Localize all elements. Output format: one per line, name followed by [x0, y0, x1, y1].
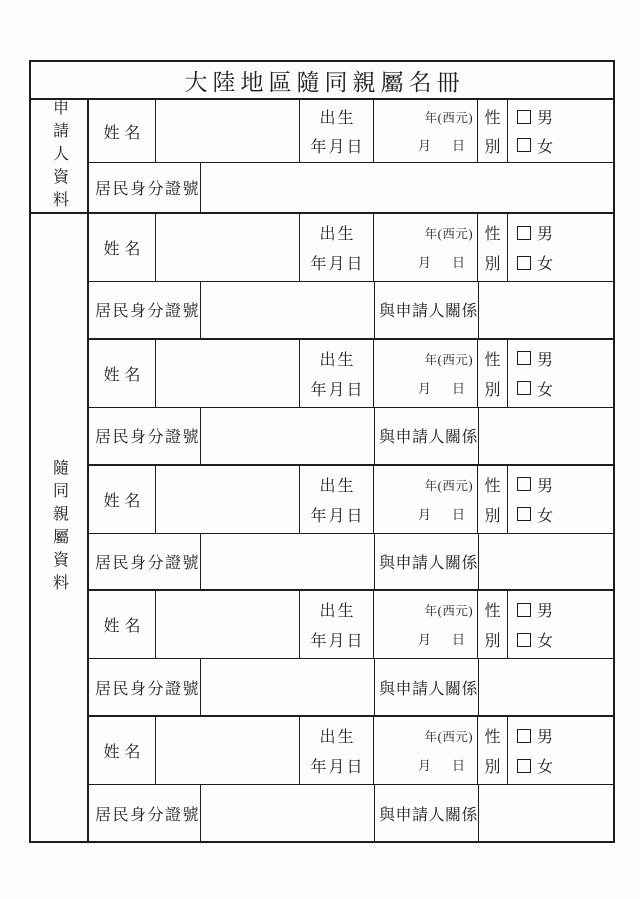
- month-group: [408, 629, 431, 648]
- male-option[interactable]: [517, 473, 613, 496]
- birth-month-day-line: [374, 629, 477, 648]
- relative-birth-date-input-cell[interactable]: [374, 466, 478, 533]
- gender-label-cell: [478, 340, 508, 407]
- relative-id-row: [89, 534, 613, 590]
- name-label-cell: 姓名: [89, 466, 156, 533]
- day-group: [442, 504, 465, 523]
- relative-block: [89, 214, 613, 340]
- relative-birth-month-input[interactable]: [408, 760, 418, 770]
- male-checkbox[interactable]: [517, 603, 531, 617]
- birth-label-bottom: 年月日: [310, 138, 365, 156]
- female-option[interactable]: [517, 377, 613, 400]
- birth-date-label-cell: [300, 466, 374, 533]
- applicant-birth-month-input[interactable]: [408, 140, 418, 150]
- birth-month-day-line: [374, 504, 477, 523]
- id-number-label-cell: 居民身分證號: [89, 282, 201, 338]
- relative-birth-date-input-cell[interactable]: [374, 717, 478, 784]
- birth-date-label-cell: [300, 591, 374, 658]
- id-number-label-cell: 居民身分證號: [89, 659, 201, 715]
- relative-birth-year-input[interactable]: [415, 731, 425, 741]
- male-label: 男: [537, 477, 554, 495]
- relationship-label-cell: 與申請人關係: [375, 282, 479, 338]
- relative-id-row: [89, 659, 613, 715]
- relative-gender-cell: [508, 214, 613, 281]
- applicant-name-input-cell[interactable]: [156, 100, 300, 162]
- relative-birth-month-input[interactable]: [408, 634, 418, 644]
- male-option[interactable]: [517, 105, 613, 128]
- gender-label-bottom: 別: [484, 256, 501, 273]
- gender-label-top: 性: [484, 351, 501, 369]
- relative-id-number-input-cell[interactable]: [201, 534, 375, 590]
- month-group: [408, 378, 431, 397]
- relative-block: [89, 466, 613, 592]
- relative-birth-date-input-cell[interactable]: [374, 214, 478, 281]
- male-checkbox[interactable]: [517, 110, 531, 124]
- relative-id-row: [89, 282, 613, 338]
- gender-label-top: 性: [484, 226, 501, 243]
- relative-id-number-input-cell[interactable]: [201, 659, 375, 715]
- applicant-section-label-cell: [31, 100, 89, 212]
- day-unit-label: 日: [451, 137, 465, 153]
- relative-birth-month-input[interactable]: [408, 383, 418, 393]
- relative-birth-date-input-cell[interactable]: [374, 591, 478, 658]
- day-unit-label: 日: [451, 380, 465, 396]
- male-label: 男: [537, 110, 554, 128]
- birth-label-bottom: 年月日: [310, 381, 365, 399]
- gender-label-cell: [478, 466, 508, 533]
- relative-id-row: [89, 785, 613, 841]
- male-checkbox[interactable]: [517, 351, 531, 365]
- gender-label-top: 性: [484, 729, 501, 747]
- relative-person-row: [89, 214, 613, 282]
- relationship-label-cell: 與申請人關係: [375, 408, 479, 464]
- relative-id-number-input-cell[interactable]: [201, 282, 375, 338]
- female-checkbox[interactable]: [517, 256, 531, 270]
- relative-birth-day-input[interactable]: [442, 509, 452, 519]
- gender-label-bottom: 別: [484, 507, 501, 525]
- birth-label-bottom: 年月日: [310, 507, 365, 525]
- relative-gender-cell: [508, 717, 613, 784]
- relatives-section: [31, 214, 613, 841]
- id-number-label-cell: 居民身分證號: [89, 785, 201, 841]
- female-checkbox[interactable]: [517, 381, 531, 395]
- relative-block: [89, 340, 613, 466]
- gender-label-bottom: 別: [484, 633, 501, 651]
- applicant-section-body: [89, 100, 613, 212]
- relatives-blocks: [89, 214, 613, 841]
- relative-birth-year-input[interactable]: [415, 480, 425, 490]
- id-number-label-cell: 居民身分證號: [89, 163, 201, 212]
- birth-month-day-line: [374, 252, 477, 271]
- relative-id-number-input-cell[interactable]: [201, 785, 375, 841]
- form-title: 大陸地區隨同親屬名冊: [184, 69, 465, 95]
- birth-month-day-line: [374, 755, 477, 774]
- applicant-id-number-input-cell[interactable]: [201, 163, 613, 212]
- applicant-birth-date-input-cell[interactable]: [374, 100, 478, 162]
- male-checkbox[interactable]: [517, 729, 531, 743]
- day-unit-label: 日: [451, 255, 465, 270]
- gender-label-bottom: 別: [484, 381, 501, 399]
- year-unit-label: 年(西元): [424, 111, 473, 126]
- day-group: [442, 629, 465, 648]
- name-label-cell: 姓名: [89, 100, 156, 162]
- male-option[interactable]: [517, 598, 613, 621]
- month-unit-label: 月: [418, 380, 432, 396]
- applicant-id-row: [89, 163, 613, 212]
- female-checkbox[interactable]: [517, 507, 531, 521]
- relative-birth-month-input[interactable]: [408, 257, 418, 267]
- relative-name-input-cell[interactable]: [156, 717, 300, 784]
- female-option[interactable]: [517, 754, 613, 777]
- relatives-section-label: 隨同親屬資料: [50, 458, 68, 597]
- female-checkbox[interactable]: [517, 138, 531, 152]
- gender-label-top: 性: [484, 110, 501, 128]
- female-label: 女: [537, 633, 554, 651]
- id-number-label-cell: 居民身分證號: [89, 534, 201, 590]
- gender-label-cell: [478, 717, 508, 784]
- month-unit-label: 月: [418, 506, 432, 522]
- male-option[interactable]: [517, 347, 613, 370]
- relationship-label-cell: 與申請人關係: [375, 659, 479, 715]
- year-unit-label: 年(西元): [424, 478, 473, 493]
- relative-relationship-input-cell[interactable]: [479, 408, 613, 464]
- relative-id-number-input-cell[interactable]: [201, 408, 375, 464]
- gender-label-cell: [478, 100, 508, 162]
- relative-block: [89, 591, 613, 717]
- relative-gender-cell: [508, 466, 613, 533]
- id-number-label-cell: 居民身分證號: [89, 408, 201, 464]
- month-group: [408, 755, 431, 774]
- relative-gender-cell: [508, 340, 613, 407]
- day-group: [442, 378, 465, 397]
- name-label-cell: 姓名: [89, 340, 156, 407]
- birth-date-label-cell: [300, 717, 374, 784]
- applicant-person-row: [89, 100, 613, 163]
- relative-birth-day-input[interactable]: [442, 760, 452, 770]
- birth-label-top: 出生: [319, 477, 356, 495]
- year-unit-label: 年(西元): [424, 604, 473, 619]
- relative-birth-day-input[interactable]: [442, 257, 452, 267]
- female-option[interactable]: [517, 251, 613, 274]
- day-unit-label: 日: [451, 506, 465, 522]
- applicant-gender-cell: [508, 100, 613, 162]
- female-checkbox[interactable]: [517, 633, 531, 647]
- applicant-birth-day-input[interactable]: [442, 140, 452, 150]
- female-label: 女: [537, 507, 554, 525]
- birth-year-line: [374, 476, 477, 494]
- form-title-row: [31, 62, 613, 100]
- male-label: 男: [537, 603, 554, 621]
- name-label-cell: 姓名: [89, 717, 156, 784]
- birth-label-top: 出生: [319, 603, 356, 621]
- relative-person-row: [89, 591, 613, 659]
- relative-relationship-input-cell[interactable]: [479, 659, 613, 715]
- relative-birth-day-input[interactable]: [442, 383, 452, 393]
- female-label: 女: [537, 138, 554, 156]
- month-unit-label: 月: [418, 758, 432, 774]
- birth-label-bottom: 年月日: [310, 256, 365, 273]
- birth-year-line: [374, 108, 477, 126]
- month-group: [408, 504, 431, 523]
- day-unit-label: 日: [451, 758, 465, 774]
- day-group: [442, 135, 465, 154]
- male-label: 男: [537, 351, 554, 369]
- birth-year-line: [374, 727, 477, 745]
- day-group: [442, 252, 465, 271]
- day-unit-label: 日: [451, 632, 465, 648]
- female-label: 女: [537, 256, 554, 273]
- applicant-birth-year-input[interactable]: [415, 112, 425, 122]
- month-unit-label: 月: [418, 137, 432, 153]
- female-label: 女: [537, 381, 554, 399]
- month-unit-label: 月: [418, 255, 432, 270]
- gender-label-bottom: 別: [484, 759, 501, 777]
- female-option[interactable]: [517, 628, 613, 651]
- birth-label-bottom: 年月日: [310, 633, 365, 651]
- relative-birth-day-input[interactable]: [442, 634, 452, 644]
- birth-label-bottom: 年月日: [310, 759, 365, 777]
- relative-person-row: [89, 340, 613, 408]
- day-group: [442, 755, 465, 774]
- male-option[interactable]: [517, 724, 613, 747]
- month-group: [408, 135, 431, 154]
- gender-label-cell: [478, 591, 508, 658]
- female-option[interactable]: [517, 503, 613, 526]
- relative-person-row: [89, 466, 613, 534]
- roster-form-table: [29, 60, 615, 843]
- birth-year-line: [374, 601, 477, 619]
- male-label: 男: [537, 729, 554, 747]
- birth-month-day-line: [374, 135, 477, 154]
- relative-name-input-cell[interactable]: [156, 591, 300, 658]
- birth-label-top: 出生: [319, 729, 356, 747]
- relative-birth-year-input[interactable]: [415, 605, 425, 615]
- relative-relationship-input-cell[interactable]: [479, 534, 613, 590]
- name-label-cell: 姓名: [89, 591, 156, 658]
- applicant-section-label: 申請人資料: [50, 98, 68, 214]
- female-label: 女: [537, 759, 554, 777]
- female-checkbox[interactable]: [517, 759, 531, 773]
- applicant-section: [31, 100, 613, 214]
- birth-date-label-cell: [300, 214, 374, 281]
- relative-id-row: [89, 408, 613, 464]
- relative-name-input-cell[interactable]: [156, 466, 300, 533]
- birth-year-line: [374, 350, 477, 368]
- male-option[interactable]: [517, 221, 613, 244]
- birth-month-day-line: [374, 378, 477, 397]
- male-checkbox[interactable]: [517, 226, 531, 240]
- relationship-label-cell: 與申請人關係: [375, 785, 479, 841]
- birth-label-top: 出生: [319, 110, 356, 128]
- gender-label-top: 性: [484, 603, 501, 621]
- birth-date-label-cell: [300, 100, 374, 162]
- birth-date-label-cell: [300, 340, 374, 407]
- month-group: [408, 252, 431, 271]
- relative-birth-year-input[interactable]: [415, 228, 425, 238]
- month-unit-label: 月: [418, 632, 432, 648]
- gender-label-top: 性: [484, 477, 501, 495]
- name-label-cell: 姓名: [89, 214, 156, 281]
- relatives-section-label-cell: [31, 214, 89, 841]
- birth-label-top: 出生: [319, 351, 356, 369]
- relative-person-row: [89, 717, 613, 785]
- relationship-label-cell: 與申請人關係: [375, 534, 479, 590]
- birth-year-line: [374, 224, 477, 242]
- female-option[interactable]: [517, 134, 613, 157]
- relative-name-input-cell[interactable]: [156, 340, 300, 407]
- male-checkbox[interactable]: [517, 477, 531, 491]
- relative-block: [89, 717, 613, 841]
- gender-label-cell: [478, 214, 508, 281]
- birth-label-top: 出生: [319, 226, 356, 243]
- relative-birth-year-input[interactable]: [415, 354, 425, 364]
- relative-birth-date-input-cell[interactable]: [374, 340, 478, 407]
- relative-name-input-cell[interactable]: [156, 214, 300, 281]
- male-label: 男: [537, 226, 554, 243]
- year-unit-label: 年(西元): [424, 730, 473, 745]
- relative-relationship-input-cell[interactable]: [479, 785, 613, 841]
- gender-label-bottom: 別: [484, 138, 501, 156]
- relative-relationship-input-cell[interactable]: [479, 282, 613, 338]
- relative-birth-month-input[interactable]: [408, 509, 418, 519]
- year-unit-label: 年(西元): [424, 352, 473, 367]
- relative-gender-cell: [508, 591, 613, 658]
- year-unit-label: 年(西元): [424, 227, 473, 241]
